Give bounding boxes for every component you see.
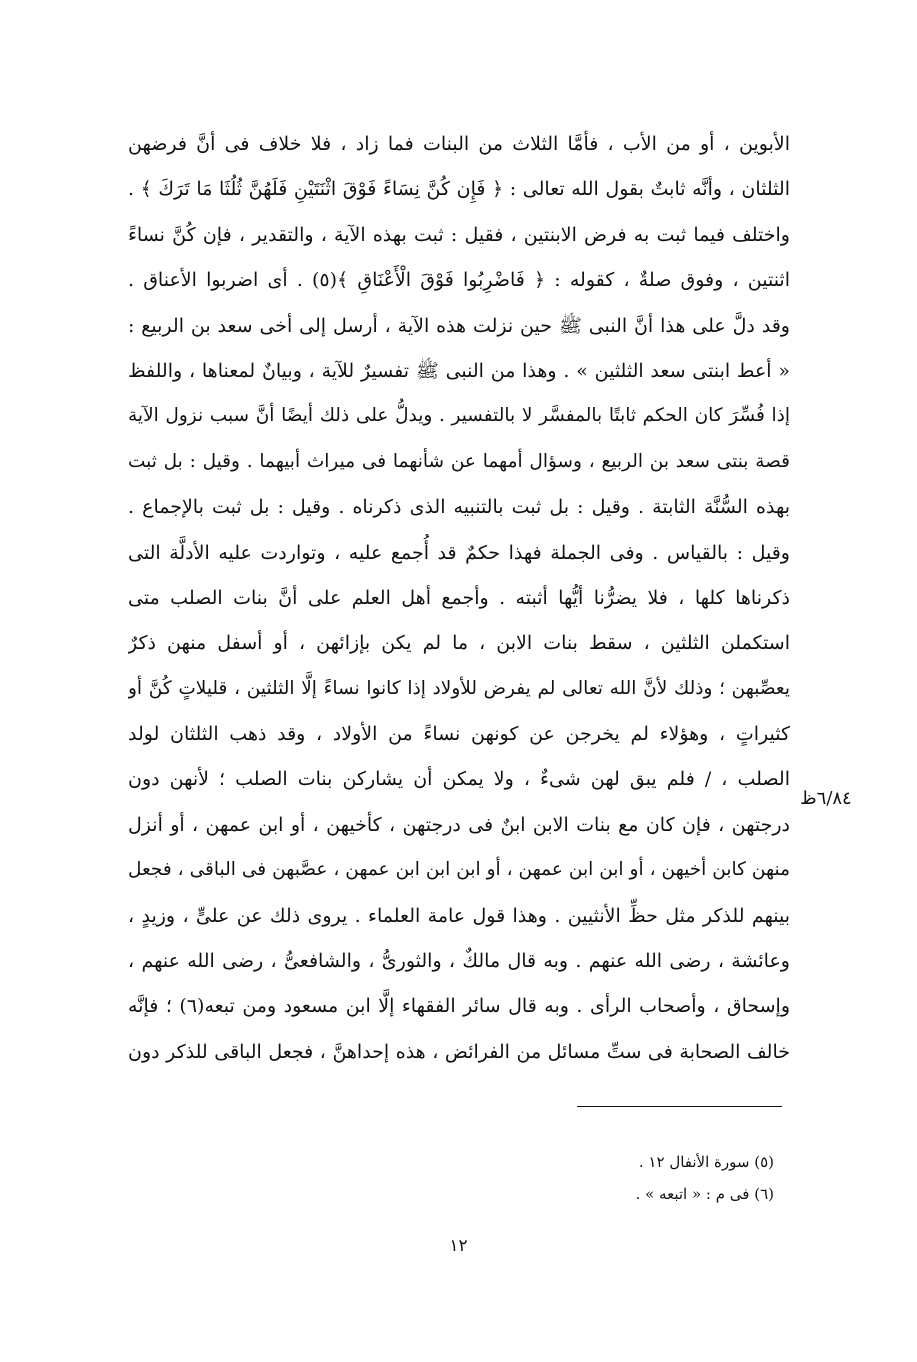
- body-line: قصة بنتى سعد بن الربيع ، وسؤال أمهما عن شأنهما فى ميراث أبيهما . وقيل : بل ثبت: [128, 450, 790, 472]
- body-line: يعصِّبهن ؛ وذلك لأنَّ الله تعالى لم يفرض للأولاد إذا كانوا نساءً إلَّا الثلثين ، قليلاتٍ كُنَّ أو: [128, 677, 790, 699]
- footnote-divider: [577, 1106, 782, 1107]
- body-line: ذكرناها كلها ، فلا يضرُّنا أيُّها أثبته . وأجمع أهل العلم على أنَّ بنات الصلب متى: [128, 586, 790, 609]
- body-line: درجتهن ، فإن كان مع بنات الابن ابنٌ فى درجتهن ، كأخيهن ، أو ابن عمهن ، أو أنزل: [128, 813, 790, 836]
- body-line: وقد دلَّ على هذا أنَّ النبى ﷺ حين نزلت هذه الآية ، أرسل إلى أخى سعد بن الربيع :: [128, 314, 790, 337]
- body-line: الصلب ، / فلم يبق لهن شىءٌ ، ولا يمكن أن يشاركن بنات الصلب ؛ لأنهن دون: [128, 768, 790, 791]
- body-line: وإسحاق ، وأصحاب الرأى . وبه قال سائر الفقهاء إلَّا ابن مسعود ومن تبعه(٦) ؛ فإنَّه: [128, 995, 790, 1018]
- body-line: خالف الصحابة فى ستِّ مسائل من الفرائض ، هذه إحداهنَّ ، فجعل الباقى للذكر دون: [128, 1040, 790, 1063]
- margin-manuscript-reference: ٦/٨٤ظ: [800, 788, 852, 809]
- body-line: بينهم للذكر مثل حظِّ الأنثيين . وهذا قول عامة العلماء . يروى ذلك عن علىٍّ ، وزيدٍ ،: [128, 904, 790, 927]
- body-line: إذا فُسِّرَ كان الحكم ثابتًا بالمفسَّر لا بالتفسير . ويدلُّ على ذلك أيضًا أنَّ سبب نزول الآية: [128, 405, 790, 427]
- page-number: ١٢: [449, 1236, 468, 1256]
- page-body: [128, 125, 790, 1078]
- body-line: استكملن الثلثين ، سقط بنات الابن ، ما لم يكن بإزائهن ، أو أسفل منهن ذكرٌ: [128, 632, 790, 655]
- footnotes: [374, 1150, 774, 1214]
- body-line: وعائشة ، رضى الله عنهم . وبه قال مالكٌ ، والثورىُّ ، والشافعىُّ ، رضى الله عنهم ،: [128, 950, 790, 973]
- footnote: (٥) سورة الأنفال ١٢ .: [638, 1153, 774, 1171]
- body-line: بهذه السُّنَّة الثابتة . وقيل : بل ثبت بالتنبيه الذى ذكرناه . وقيل : بل ثبت بالإجماع .: [128, 496, 790, 519]
- body-line: الأبوين ، أو من الأب ، فأمَّا الثلاث من البنات فما زاد ، فلا خلاف فى أنَّ فرضهن: [128, 133, 790, 155]
- body-line: كثيراتٍ ، وهؤلاء لم يخرجن عن كونهن نساءً من الأولاد ، وقد ذهب الثلثان لولد: [128, 723, 790, 746]
- body-line: « أعط ابنتى سعد الثلثين » . وهذا من النبى ﷺ تفسيرٌ للآية ، وبيانٌ لمعناها ، واللفظ: [128, 359, 790, 382]
- body-line: الثلثان ، وأنَّه ثابتٌ بقول الله تعالى : ﴿ فَإِن كُنَّ نِسَاءً فَوْقَ اثْنَتَيْنِ فَلَهُنَّ ثُلُثَا مَا تَرَكَ ﴾ .: [128, 178, 790, 201]
- body-line: واختلف فيما ثبت به فرض الابنتين ، فقيل : ثبت بهذه الآية ، والتقدير ، فإن كُنَّ نساءً: [128, 223, 790, 246]
- body-line: منهن كابن أخيهن ، أو ابن ابن عمهن ، أو ابن ابن ابن عمهن ، عصَّبهن فى الباقى ، فجعل: [128, 859, 790, 881]
- body-line: وقيل : بالقياس . وفى الجملة فهذا حكمٌ قد أُجمع عليه ، وتواردت عليه الأدلَّة التى: [128, 541, 790, 564]
- body-line: اثنتين ، وفوق صلةٌ ، كقوله : ﴿ فَاضْرِبُوا فَوْقَ الْأَعْنَاقِ ﴾(٥) . أى اضربوا الأعناق .: [128, 269, 790, 292]
- footnote: (٦) فى م : « اتبعه » .: [635, 1185, 774, 1203]
